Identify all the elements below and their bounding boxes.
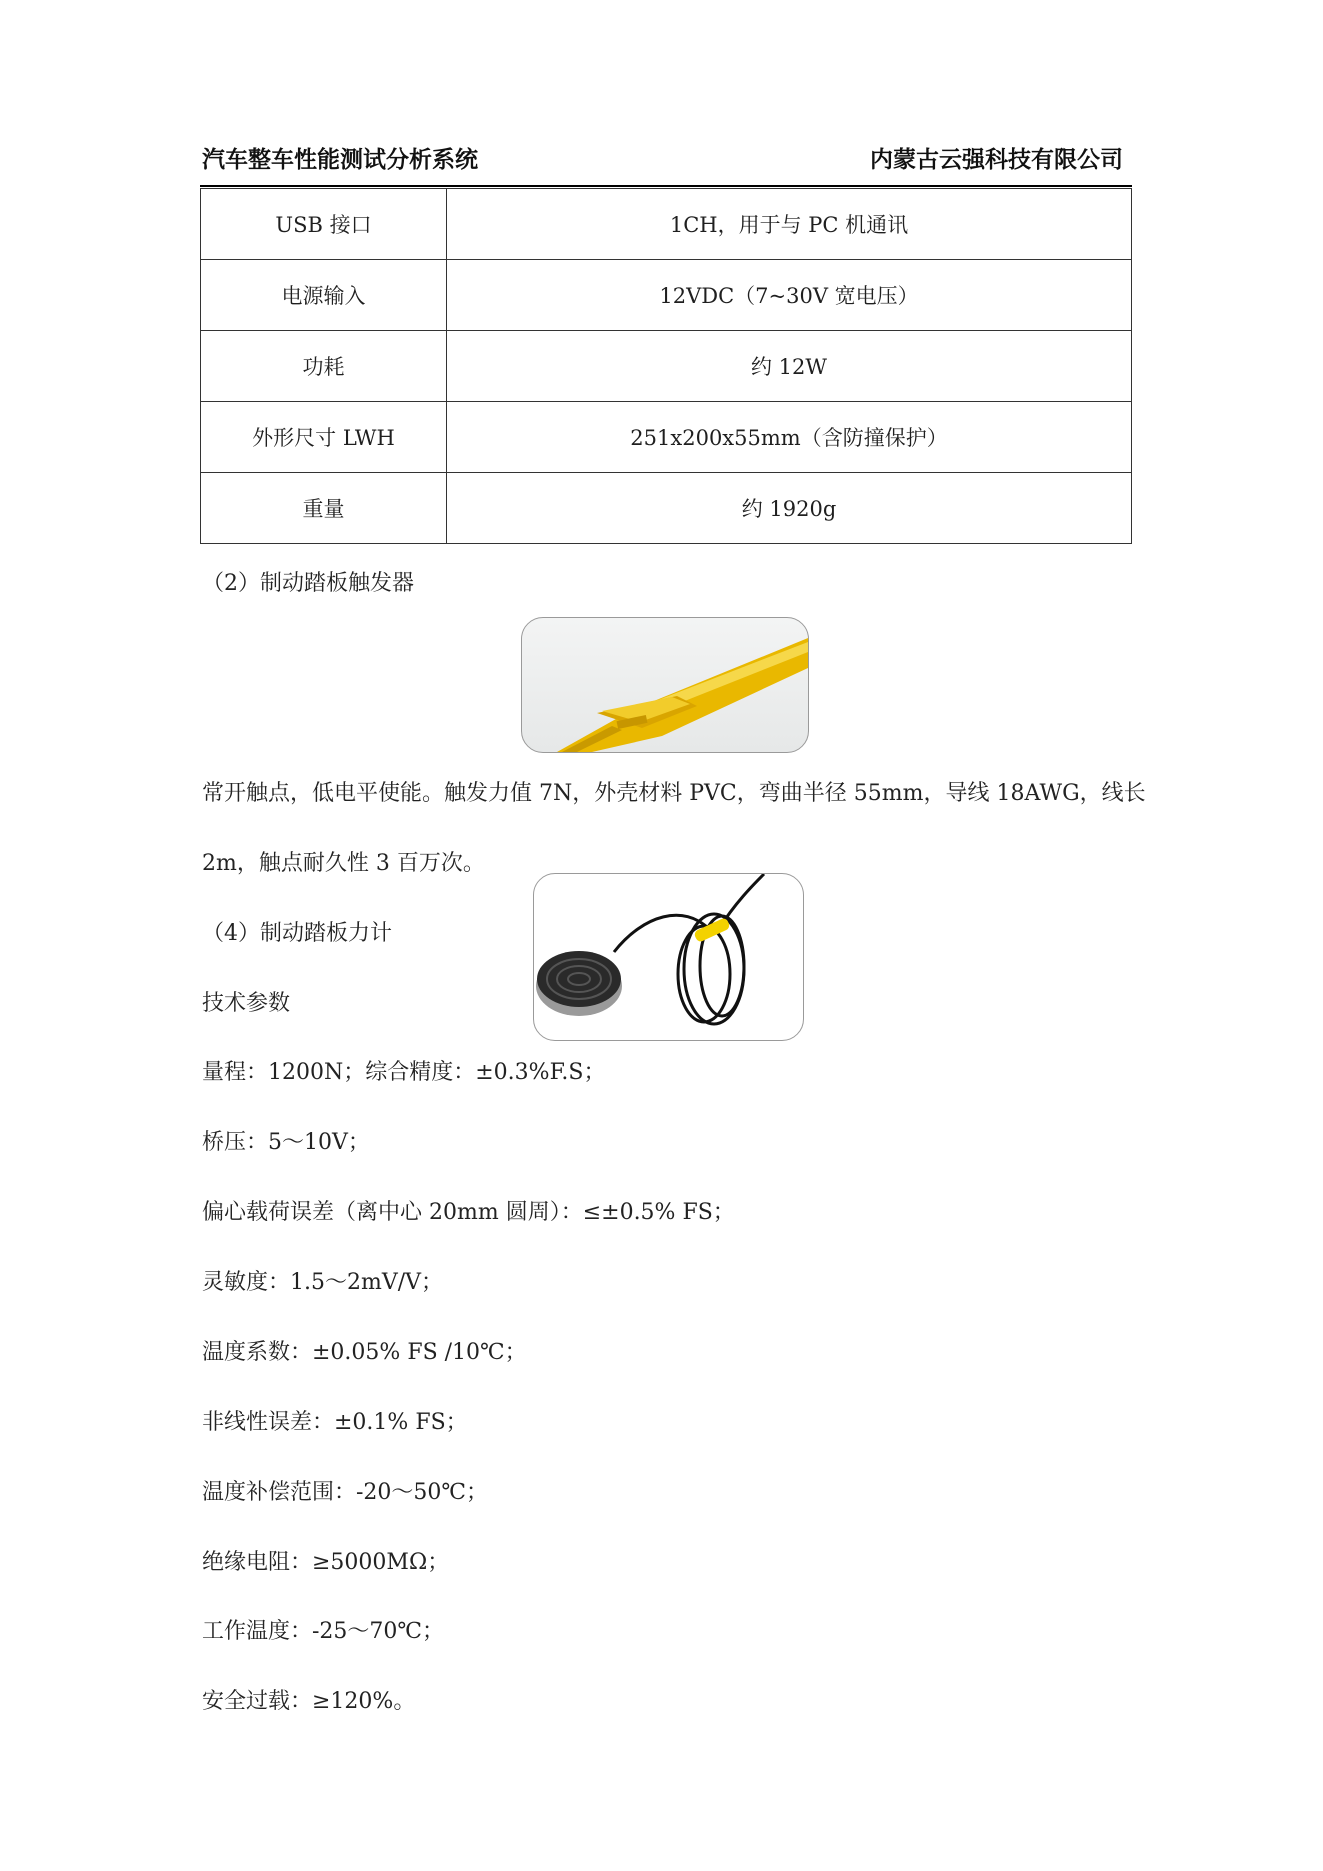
param-line: 非线性误差：±0.1% FS； (202, 1410, 468, 1435)
param-line: 温度系数：±0.05% FS /10℃； (202, 1340, 527, 1365)
spec-value-cell: 约 12W (447, 331, 1132, 402)
param-line: 安全过载：≥120%。 (202, 1689, 416, 1714)
pedal-force-sensor-image (533, 873, 804, 1041)
section2-desc-line2: 2m，触点耐久性 3 百万次。 (202, 851, 485, 876)
spec-name-cell: USB 接口 (201, 189, 447, 260)
section2-title: （2）制动踏板触发器 (202, 571, 414, 596)
spec-name-cell: 外形尺寸 LWH (201, 402, 447, 473)
param-line: 量程：1200N；综合精度：±0.3%F.S； (202, 1060, 606, 1085)
param-line: 工作温度：-25～70℃； (202, 1619, 445, 1644)
spec-table (200, 188, 1132, 544)
spec-name-cell: 重量 (201, 473, 447, 544)
spec-name-cell: 功耗 (201, 331, 447, 402)
section2-desc-line1: 常开触点，低电平使能。触发力值 7N，外壳材料 PVC，弯曲半径 55mm，导线 18AWG，线长 (202, 781, 1146, 806)
table-row (201, 331, 1132, 402)
param-line: 偏心载荷误差（离中心 20mm 圆周）：≤±0.5% FS； (202, 1200, 735, 1225)
table-row (201, 473, 1132, 544)
pedal-trigger-switch-image (521, 617, 809, 753)
param-line: 桥压：5～10V； (202, 1130, 370, 1155)
section4-subtitle: 技术参数 (202, 991, 291, 1016)
header-rule (200, 185, 1132, 187)
spec-value-cell: 1CH，用于与 PC 机通讯 (447, 189, 1132, 260)
header-doc-title: 汽车整车性能测试分析系统 (202, 147, 478, 173)
spec-value-cell: 12VDC（7~30V 宽电压） (447, 260, 1132, 331)
param-line: 温度补偿范围：-20～50℃； (202, 1480, 489, 1505)
table-row (201, 189, 1132, 260)
table-row (201, 402, 1132, 473)
spec-value-cell: 约 1920g (447, 473, 1132, 544)
section4-title: （4）制动踏板力计 (202, 921, 392, 946)
param-line: 灵敏度：1.5～2mV/V； (202, 1270, 444, 1295)
spec-name-cell: 电源输入 (201, 260, 447, 331)
table-row (201, 260, 1132, 331)
param-line: 绝缘电阻：≥5000MΩ； (202, 1550, 450, 1575)
spec-value-cell: 251x200x55mm（含防撞保护） (447, 402, 1132, 473)
header-company-name: 内蒙古云强科技有限公司 (870, 147, 1123, 173)
